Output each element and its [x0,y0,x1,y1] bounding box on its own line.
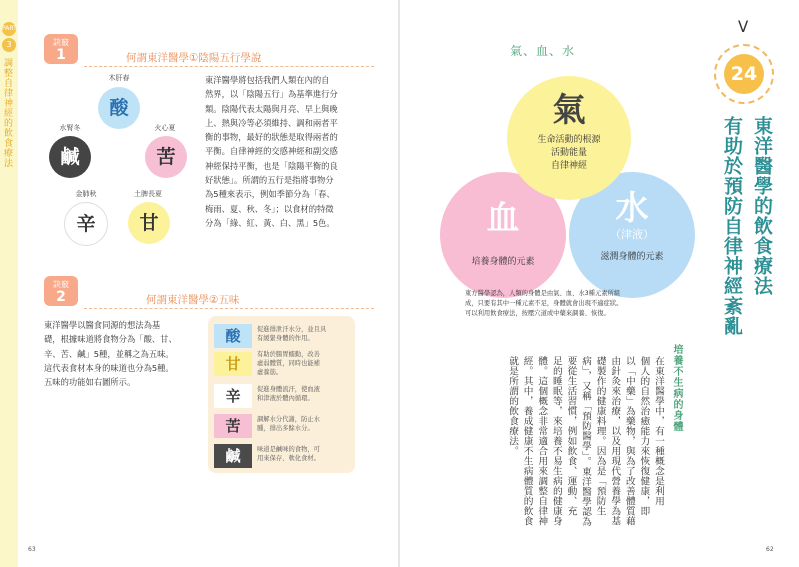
body-column: 以「中藥」為藥物，與為了改善體質藉 [623,356,635,526]
body-column: 礎製作的健康料理。因為是「預防生 [594,356,606,516]
text-line: 上、熱與冷等必須維持、調和兩者平 [205,117,338,128]
taste-row [214,384,354,408]
text-line: 為5種來表示，例如季節分為「春、 [205,189,335,200]
section-2-text [44,318,204,389]
text-line: 東洋醫學以醫食同源的想法為基 [44,320,161,330]
element-salty: 鹹 [49,136,91,178]
note-line: 可以利用飲食療法，按壓穴道或中藥來調養、恢復。 [465,310,610,317]
body-column: 足的睡眠等，來培養不易生病的健康身 [550,356,562,526]
element-bitter: 苦 [145,136,187,178]
qi-circle [507,76,631,200]
element-label-fire: 火心夏 [154,124,176,132]
note-line: 東方醫學認為，人類的身體是由氣、血、水3種元素所組 [465,290,621,297]
body-column: 由針灸來治療，以及用現代營養學為基 [609,356,621,526]
element-label-metal: 金肺秋 [75,190,97,198]
diagram-header: 氣、血、水 [510,44,576,58]
element-label-earth: 土脾長夏 [134,190,162,198]
taste-bitter: 苦 [214,414,252,438]
text-line: 這代表食材本身的味道也分為5種。 [44,362,174,373]
blood-char: 血 [486,198,520,237]
section-2-divider [84,308,374,309]
text-line: 好狀態」。所謂的五行是指將事物分 [205,175,334,186]
body-column: 體。這個概念非常適合用來調整自律神 [536,356,548,526]
body-column: 就是所謂的飲食療法。 [507,356,519,456]
taste-row [214,324,354,348]
tip-badge-number: 1 [56,47,66,63]
body-column: 要從生活習慣，例如飲食、運動、充 [565,356,577,516]
part-label: PART [2,22,16,36]
left-page [0,0,399,567]
body-column: 個人的自然治癒能力來恢復健康，即 [638,356,650,516]
text-line: 然界，以「陰陽五行」為基準進行分 [205,89,338,100]
sub-heading: 培養不生病的身體 [671,344,682,432]
text-line: 平衡。自律神經的交感神經和副交感 [205,146,338,157]
page-number-left: 63 [28,546,36,553]
text-line: 五味的功能如右圖所示。 [44,377,136,388]
taste-description: 促進排泄汗水分，並且具 有緩緊身體的作用。 [257,326,327,342]
text-line: 礎，根據味道將食物分為「酸、甘、 [44,334,177,345]
taste-description: 促進身體流汗，使血液 和津液於體內循環。 [257,386,320,402]
body-column: 在東洋醫學中，有一種概念是利用 [653,356,664,506]
water-sub: （津液） [610,228,654,241]
chapter-number: 24 [724,54,764,94]
tip-badge-1 [44,34,78,64]
element-label-water: 水腎冬 [59,124,81,132]
qi-desc-1: 生命活動的根源 [537,135,601,145]
body-column: 病」，又稱「預防醫學」。東洋醫學認為 [580,356,592,527]
element-sweet: 甘 [128,202,170,244]
taste-description: 有助於腸胃蠕動，改善 虛弱體質，同時也能補 虛養筋。 [257,351,320,376]
taste-row [214,352,354,376]
chapter-number-badge [714,44,774,104]
text-line: 神經保持平衡，也是「陰陽平衡的良 [205,160,338,171]
element-pungent: 辛 [64,202,108,246]
qi-desc-2: 活動能量 [550,148,587,158]
water-desc: 滋潤身體的元素 [600,252,664,262]
tip-badge-2 [44,276,78,306]
tip-badge-number: 2 [56,289,66,305]
side-tab [0,0,18,567]
section-1-title: 何謂東洋醫學①陰陽五行學說 [126,52,262,64]
element-label-wood: 木肝春 [108,74,130,82]
taste-sweet: 甘 [214,352,252,376]
water-char: 水 [615,188,649,227]
tip-badge-label: 訣竅 [53,38,69,47]
text-line: 梅雨、夏、秋、冬」；以食材的特徵 [205,203,334,214]
text-line: 類。陰陽代表太陽與月亮、早上與晚 [205,103,338,114]
five-tastes-table [208,316,355,473]
taste-row [214,444,354,468]
text-line: 衡的事物，最好的狀態是取得兩者的 [205,132,338,143]
body-text [445,356,665,536]
qi-char: 氣 [552,90,586,129]
body-column: 經。其中，養成健康不生病體質的飲食 [521,356,533,526]
taste-pungent: 辛 [214,384,252,408]
blood-desc: 培養身體的元素 [471,257,535,267]
section-1-text [205,73,370,230]
chapter-title: 調整自律神經的飲食療法 [2,58,12,168]
qi-desc-3: 自律神經 [550,161,587,171]
page-number-right: 62 [766,546,774,553]
element-sour: 酸 [98,87,140,129]
part-number: 3 [2,38,16,52]
text-line: 東洋醫學將包括我們人類在內的自 [205,75,330,85]
section-1-divider [84,66,374,67]
diagram-note [465,289,687,319]
hanger-icon: ᐯ [738,18,749,36]
main-title-line-1: 東洋醫學的飲食療法 [751,116,773,296]
taste-row [214,414,354,438]
taste-salty: 鹹 [214,444,252,468]
taste-description: 調解水分代謝，防止水 腫，排出多餘水分。 [257,416,320,432]
main-title-line-2: 有助於預防自律神經紊亂 [721,116,743,336]
tip-badge-label: 訣竅 [53,280,69,289]
text-line: 分為「綠、紅、黃、白、黑」5色。 [205,217,335,228]
taste-description: 味道是鹹味的食物，可 用來保存、軟化食材。 [257,446,320,462]
text-line: 辛、苦、鹹」5種，並稱之為五味。 [44,348,174,359]
note-line: 成，只要有其中一種元素不足，身體就會出現不適症狀。 [465,300,623,307]
taste-sour: 酸 [214,324,252,348]
section-2-title: 何謂東洋醫學②五味 [146,294,240,306]
right-page [400,0,799,567]
